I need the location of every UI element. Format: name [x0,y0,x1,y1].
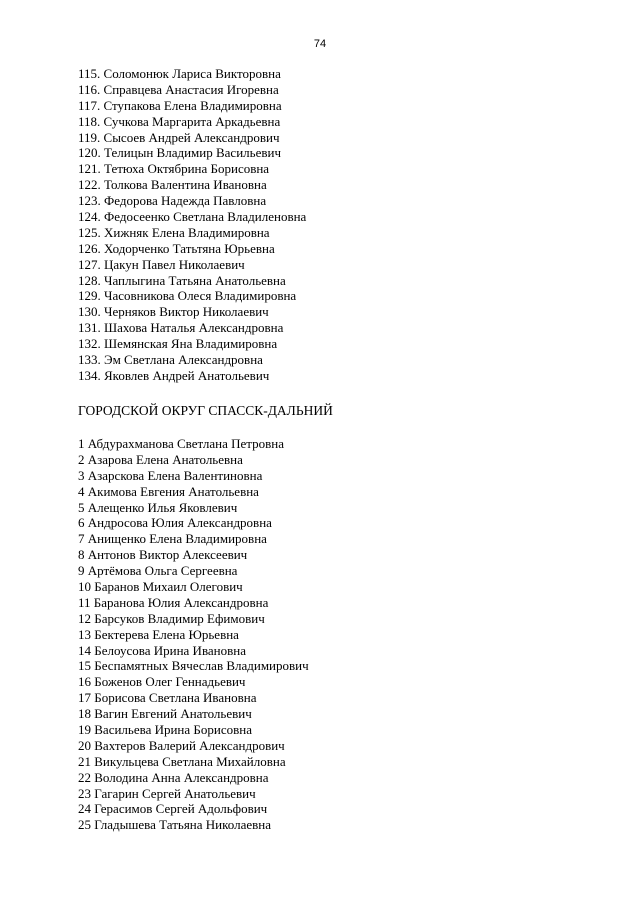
list-item: 21 Викульцева Светлана Михайловна [78,753,286,769]
list-item: 18 Вагин Евгений Анатольевич [78,706,252,722]
list-item: 125. Хижняк Елена Владимировна [78,224,270,240]
list-item: 6 Андросова Юлия Александровна [78,515,272,531]
name-list-spassk-dalny [78,436,309,833]
list-item: 119. Сысоев Андрей Александрович [78,129,280,145]
list-item: 15 Беспамятных Вячеслав Владимирович [78,658,309,674]
list-item: 130. Черняков Виктор Николаевич [78,304,269,320]
name-list-continued [78,66,306,384]
list-item: 124. Федосеенко Светлана Владиленовна [78,209,307,225]
list-item: 127. Цакун Павел Николаевич [78,256,245,272]
list-item: 122. Толкова Валентина Ивановна [78,177,267,193]
list-item: 10 Баранов Михаил Олегович [78,579,243,595]
list-item: 13 Бектерева Елена Юрьевна [78,626,239,642]
list-item: 1 Абдурахманова Светлана Петровна [78,436,284,451]
list-item: 2 Азарова Елена Анатольевна [78,451,243,467]
list-item: 8 Антонов Виктор Алексеевич [78,547,248,563]
list-item: 115. Соломонюк Лариса Викторовна [78,66,281,81]
list-item: 126. Ходорченко Татьтяна Юрьевна [78,240,275,256]
list-item: 9 Артёмова Ольга Сергеевна [78,563,238,579]
list-item: 25 Гладышева Татьяна Николаевна [78,817,272,833]
list-item: 20 Вахтеров Валерий Александрович [78,737,285,753]
list-item: 5 Алещенко Илья Яковлевич [78,499,238,515]
list-item: 132. Шемянская Яна Владимировна [78,336,278,352]
list-item: 133. Эм Светлана Александровна [78,352,263,368]
list-item: 4 Акимова Евгения Анатольевна [78,483,259,499]
section-heading: ГОРОДСКОЙ ОКРУГ СПАССК-ДАЛЬНИЙ [78,403,333,418]
list-item: 14 Белоусова Ирина Ивановна [78,642,247,658]
list-item: 11 Баранова Юлия Александровна [78,594,269,610]
list-item: 120. Телицын Владимир Васильевич [78,145,281,161]
list-item: 3 Азарскова Елена Валентиновна [78,467,263,483]
list-item: 22 Володина Анна Александровна [78,769,269,785]
list-item: 17 Борисова Светлана Ивановна [78,690,257,706]
list-item: 134. Яковлев Андрей Анатольевич [78,367,270,383]
list-item: 23 Гагарин Сергей Анатольевич [78,785,256,801]
page-number: 74 [313,38,327,50]
list-item: 128. Чаплыгина Татьяна Анатольевна [78,272,286,288]
list-item: 116. Справцева Анастасия Игоревна [78,81,279,97]
list-item: 123. Федорова Надежда Павловна [78,193,267,209]
list-item: 117. Ступакова Елена Владимировна [78,97,282,113]
list-item: 131. Шахова Наталья Александровна [78,320,284,336]
list-item: 118. Сучкова Маргарита Аркадьевна [78,113,281,129]
list-item: 121. Тетюха Октябрина Борисовна [78,161,270,177]
list-item: 129. Часовникова Олеся Владимировна [78,288,297,304]
list-item: 19 Васильева Ирина Борисовна [78,722,252,738]
list-item: 7 Анищенко Елена Владимировна [78,531,267,547]
list-item: 12 Барсуков Владимир Ефимович [78,610,265,626]
list-item: 16 Боженов Олег Геннадьевич [78,674,246,690]
list-item: 24 Герасимов Сергей Адольфович [78,801,268,817]
